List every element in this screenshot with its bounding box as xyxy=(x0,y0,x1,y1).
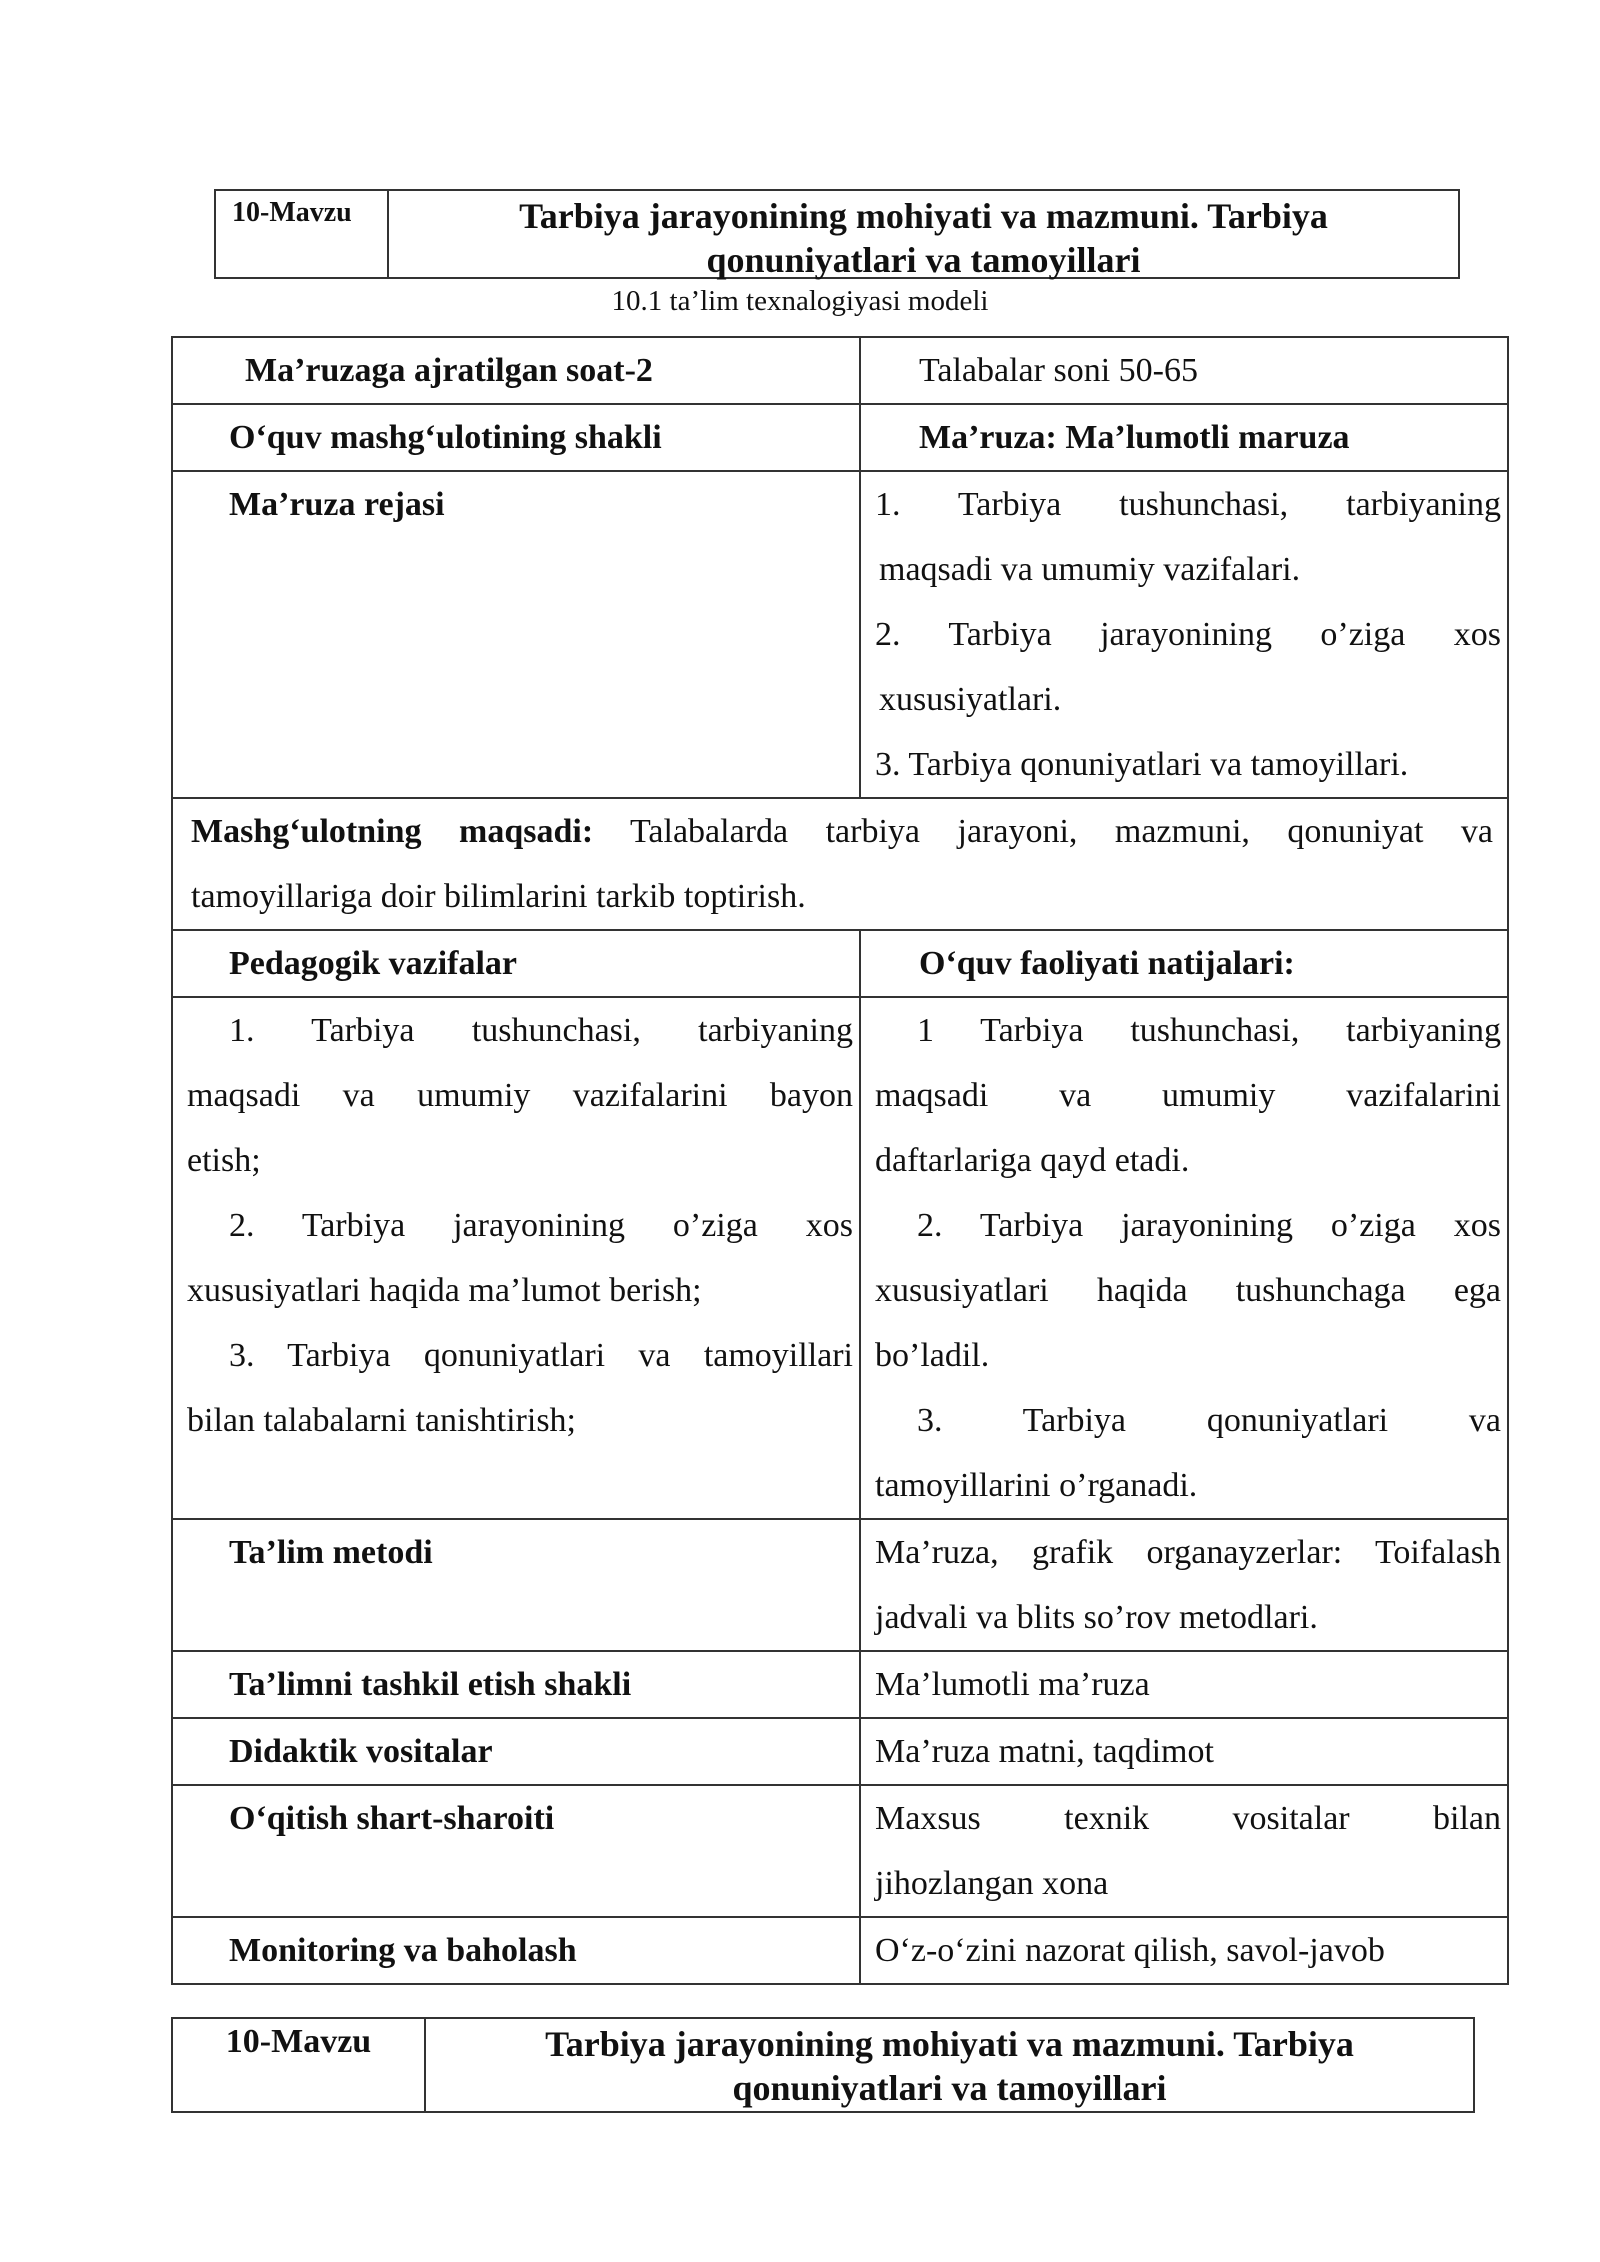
method-label: Ta’lim metodi xyxy=(229,1534,433,1571)
topic-header-top xyxy=(214,189,1460,279)
results-label: O‘quv faoliyati natijalari: xyxy=(919,945,1295,982)
method-line1: Ma’ruza, grafik organayzerlar: Toifalash xyxy=(875,1534,1501,1571)
table-row-tasks-header xyxy=(172,930,1508,997)
task-line: 1. Tarbiya tushunchasi, tarbiyaning xyxy=(229,1012,853,1049)
method-line2: jadvali va blits so’rov metodlari. xyxy=(875,1599,1318,1636)
goal-line2: tamoyillariga doir bilimlarini tarkib toptirish. xyxy=(191,878,806,915)
tasks-list xyxy=(173,998,859,1518)
task-line: xususiyatlari haqida ma’lumot berish; xyxy=(187,1272,702,1309)
topic-header-bottom xyxy=(171,2017,1475,2113)
table-row-org xyxy=(172,1651,1508,1718)
results-list xyxy=(861,998,1507,1518)
table-row-conditions xyxy=(172,1785,1508,1917)
topic-number: 10-Mavzu xyxy=(173,2019,426,2111)
plan-item-2-line1: 2. Tarbiya jarayonining o’ziga xos xyxy=(875,616,1501,653)
result-line: bo’ladil. xyxy=(875,1337,990,1374)
task-line: bilan talabalarni tanishtirish; xyxy=(187,1402,577,1439)
table-row-goal xyxy=(172,798,1508,930)
result-line: daftarlariga qayd etadi. xyxy=(875,1142,1190,1179)
conditions-line1: Maxsus texnik vositalar bilan xyxy=(875,1800,1501,1837)
didactic-label: Didaktik vositalar xyxy=(229,1733,493,1770)
table-row-form xyxy=(172,404,1508,471)
monitoring-label: Monitoring va baholash xyxy=(229,1932,577,1969)
table-row-plan xyxy=(172,471,1508,798)
didactic-value: Ma’ruza matni, taqdimot xyxy=(875,1733,1214,1770)
topic-title-line1: Tarbiya jarayonining mohiyati va mazmuni. Tarbiya xyxy=(545,2024,1354,2064)
conditions-label: O‘qitish shart-sharoiti xyxy=(229,1800,555,1837)
conditions-value xyxy=(861,1786,1507,1916)
result-line: 2. Tarbiya jarayonining o’ziga xos xyxy=(917,1207,1501,1244)
hours-label: Ma’ruzaga ajratilgan soat-2 xyxy=(245,352,653,389)
plan-item-1-line1: 1. Tarbiya tushunchasi, tarbiyaning xyxy=(875,486,1501,523)
topic-number: 10-Mavzu xyxy=(216,191,389,277)
result-line: 1 Tarbiya tushunchasi, tarbiyaning xyxy=(917,1012,1501,1049)
topic-title-line2: qonuniyatlari va tamoyillari xyxy=(706,239,1141,280)
students-label: Talabalar soni 50-65 xyxy=(919,352,1198,389)
topic-title-line1: Tarbiya jarayonining mohiyati va mazmuni. Tarbiya xyxy=(519,196,1328,236)
form-value: Ma’ruza: Ma’lumotli maruza xyxy=(919,419,1350,456)
plan-item-1-line2: maqsadi va umumiy vazifalari. xyxy=(879,551,1301,588)
goal-label: Mashg‘ulotning maqsadi: xyxy=(191,813,594,850)
technology-model-table xyxy=(171,336,1509,1985)
goal-text xyxy=(173,799,1507,929)
tasks-label: Pedagogik vazifalar xyxy=(229,945,518,982)
topic-title-line2: qonuniyatlari va tamoyillari xyxy=(732,2067,1167,2108)
conditions-line2: jihozlangan xona xyxy=(875,1865,1109,1902)
table-row-tasks xyxy=(172,997,1508,1519)
topic-title xyxy=(389,191,1458,280)
goal-line1: Talabalarda tarbiya jarayoni, mazmuni, qonuniyat va xyxy=(630,813,1493,850)
plan-item-2-line2: xususiyatlari. xyxy=(879,681,1062,718)
result-line: 3. Tarbiya qonuniyatlari va xyxy=(917,1402,1501,1439)
form-label: O‘quv mashg‘ulotining shakli xyxy=(229,419,662,456)
plan-list xyxy=(861,472,1507,797)
method-value xyxy=(861,1520,1507,1650)
task-line: maqsadi va umumiy vazifalarini bayon xyxy=(187,1077,853,1114)
task-line: etish; xyxy=(187,1142,261,1179)
result-line: tamoyillarini o’rganadi. xyxy=(875,1467,1198,1504)
table-row-method xyxy=(172,1519,1508,1651)
table-row-monitoring xyxy=(172,1917,1508,1984)
plan-label: Ma’ruza rejasi xyxy=(229,486,445,523)
monitoring-value: O‘z-o‘zini nazorat qilish, savol-javob xyxy=(875,1932,1385,1969)
task-line: 3. Tarbiya qonuniyatlari va tamoyillari xyxy=(229,1337,853,1374)
org-value: Ma’lumotli ma’ruza xyxy=(875,1666,1150,1703)
table-row-hours xyxy=(172,337,1508,404)
plan-item-3: 3. Tarbiya qonuniyatlari va tamoyillari. xyxy=(875,746,1409,783)
result-line: xususiyatlari haqida tushunchaga ega xyxy=(875,1272,1501,1309)
task-line: 2. Tarbiya jarayonining o’ziga xos xyxy=(229,1207,853,1244)
table-row-didactic xyxy=(172,1718,1508,1785)
org-label: Ta’limni tashkil etish shakli xyxy=(229,1666,632,1703)
result-line: maqsadi va umumiy vazifalarini xyxy=(875,1077,1501,1114)
table-caption: 10.1 ta’lim texnalogiyasi modeli xyxy=(611,285,989,317)
topic-title xyxy=(426,2019,1473,2111)
